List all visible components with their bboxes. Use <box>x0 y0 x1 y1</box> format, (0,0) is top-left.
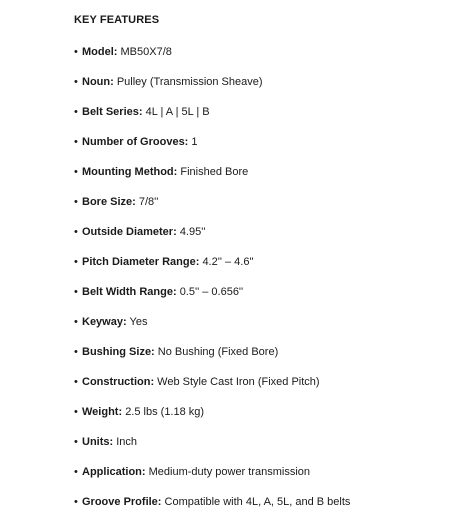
bullet-icon: • <box>74 406 78 418</box>
bullet-icon: • <box>74 166 78 178</box>
feature-item-outside-diameter <box>74 225 460 239</box>
feature-item-belt-width-range <box>74 285 460 299</box>
feature-value: 4L | A | 5L | B <box>145 106 210 118</box>
feature-item-bushing-size <box>74 345 460 359</box>
bullet-icon: • <box>74 286 78 298</box>
feature-value: MB50X7/8 <box>120 46 172 58</box>
bullet-icon: • <box>74 46 78 58</box>
feature-item-construction <box>74 375 460 389</box>
feature-item-bore-size <box>74 195 460 209</box>
bullet-icon: • <box>74 316 78 328</box>
feature-label: Number of Grooves: <box>82 136 189 148</box>
feature-label: Units: <box>82 436 114 448</box>
feature-item-number-of-grooves <box>74 135 460 149</box>
feature-value: Inch <box>116 436 138 448</box>
feature-label: Model: <box>82 46 118 58</box>
bullet-icon: • <box>74 376 78 388</box>
feature-label: Bushing Size: <box>82 346 155 358</box>
feature-value: No Bushing (Fixed Bore) <box>157 346 279 358</box>
feature-label: Mounting Method: <box>82 166 178 178</box>
bullet-icon: • <box>74 436 78 448</box>
feature-item-mounting-method <box>74 165 460 179</box>
feature-value: Medium-duty power transmission <box>148 466 311 478</box>
bullet-icon: • <box>74 226 78 238</box>
feature-value: 4.95'' <box>179 226 206 238</box>
feature-item-application <box>74 465 460 479</box>
feature-value: 0.5'' – 0.656'' <box>179 286 244 298</box>
feature-label: Groove Profile: <box>82 496 162 508</box>
feature-label: Application: <box>82 466 146 478</box>
feature-label: Keyway: <box>82 316 127 328</box>
feature-label: Pitch Diameter Range: <box>82 256 200 268</box>
bullet-icon: • <box>74 346 78 358</box>
feature-item-groove-profile <box>74 495 460 509</box>
section-title: KEY FEATURES <box>74 14 160 26</box>
feature-item-keyway <box>74 315 460 329</box>
bullet-icon: • <box>74 466 78 478</box>
bullet-icon: • <box>74 136 78 148</box>
feature-item-weight <box>74 405 460 419</box>
feature-value: Compatible with 4L, A, 5L, and B belts <box>164 496 351 508</box>
bullet-icon: • <box>74 256 78 268</box>
bullet-icon: • <box>74 76 78 88</box>
feature-label: Belt Width Range: <box>82 286 177 298</box>
feature-item-noun <box>74 75 460 89</box>
feature-value: Yes <box>129 316 148 328</box>
feature-value: Pulley (Transmission Sheave) <box>116 76 263 88</box>
bullet-icon: • <box>74 106 78 118</box>
features-list <box>74 45 460 509</box>
feature-value: 1 <box>191 136 198 148</box>
feature-label: Outside Diameter: <box>82 226 177 238</box>
feature-value: 4.2'' – 4.6'' <box>202 256 254 268</box>
feature-label: Bore Size: <box>82 196 136 208</box>
feature-label: Belt Series: <box>82 106 143 118</box>
feature-value: 2.5 lbs (1.18 kg) <box>125 406 205 418</box>
bullet-icon: • <box>74 196 78 208</box>
feature-value: 7/8'' <box>138 196 159 208</box>
feature-item-pitch-diameter-range <box>74 255 460 269</box>
bullet-icon: • <box>74 496 78 508</box>
feature-item-model <box>74 45 460 59</box>
feature-label: Construction: <box>82 376 155 388</box>
feature-item-belt-series <box>74 105 460 119</box>
feature-value: Finished Bore <box>180 166 249 178</box>
feature-value: Web Style Cast Iron (Fixed Pitch) <box>157 376 320 388</box>
feature-label: Weight: <box>82 406 123 418</box>
feature-item-units <box>74 435 460 449</box>
feature-label: Noun: <box>82 76 114 88</box>
